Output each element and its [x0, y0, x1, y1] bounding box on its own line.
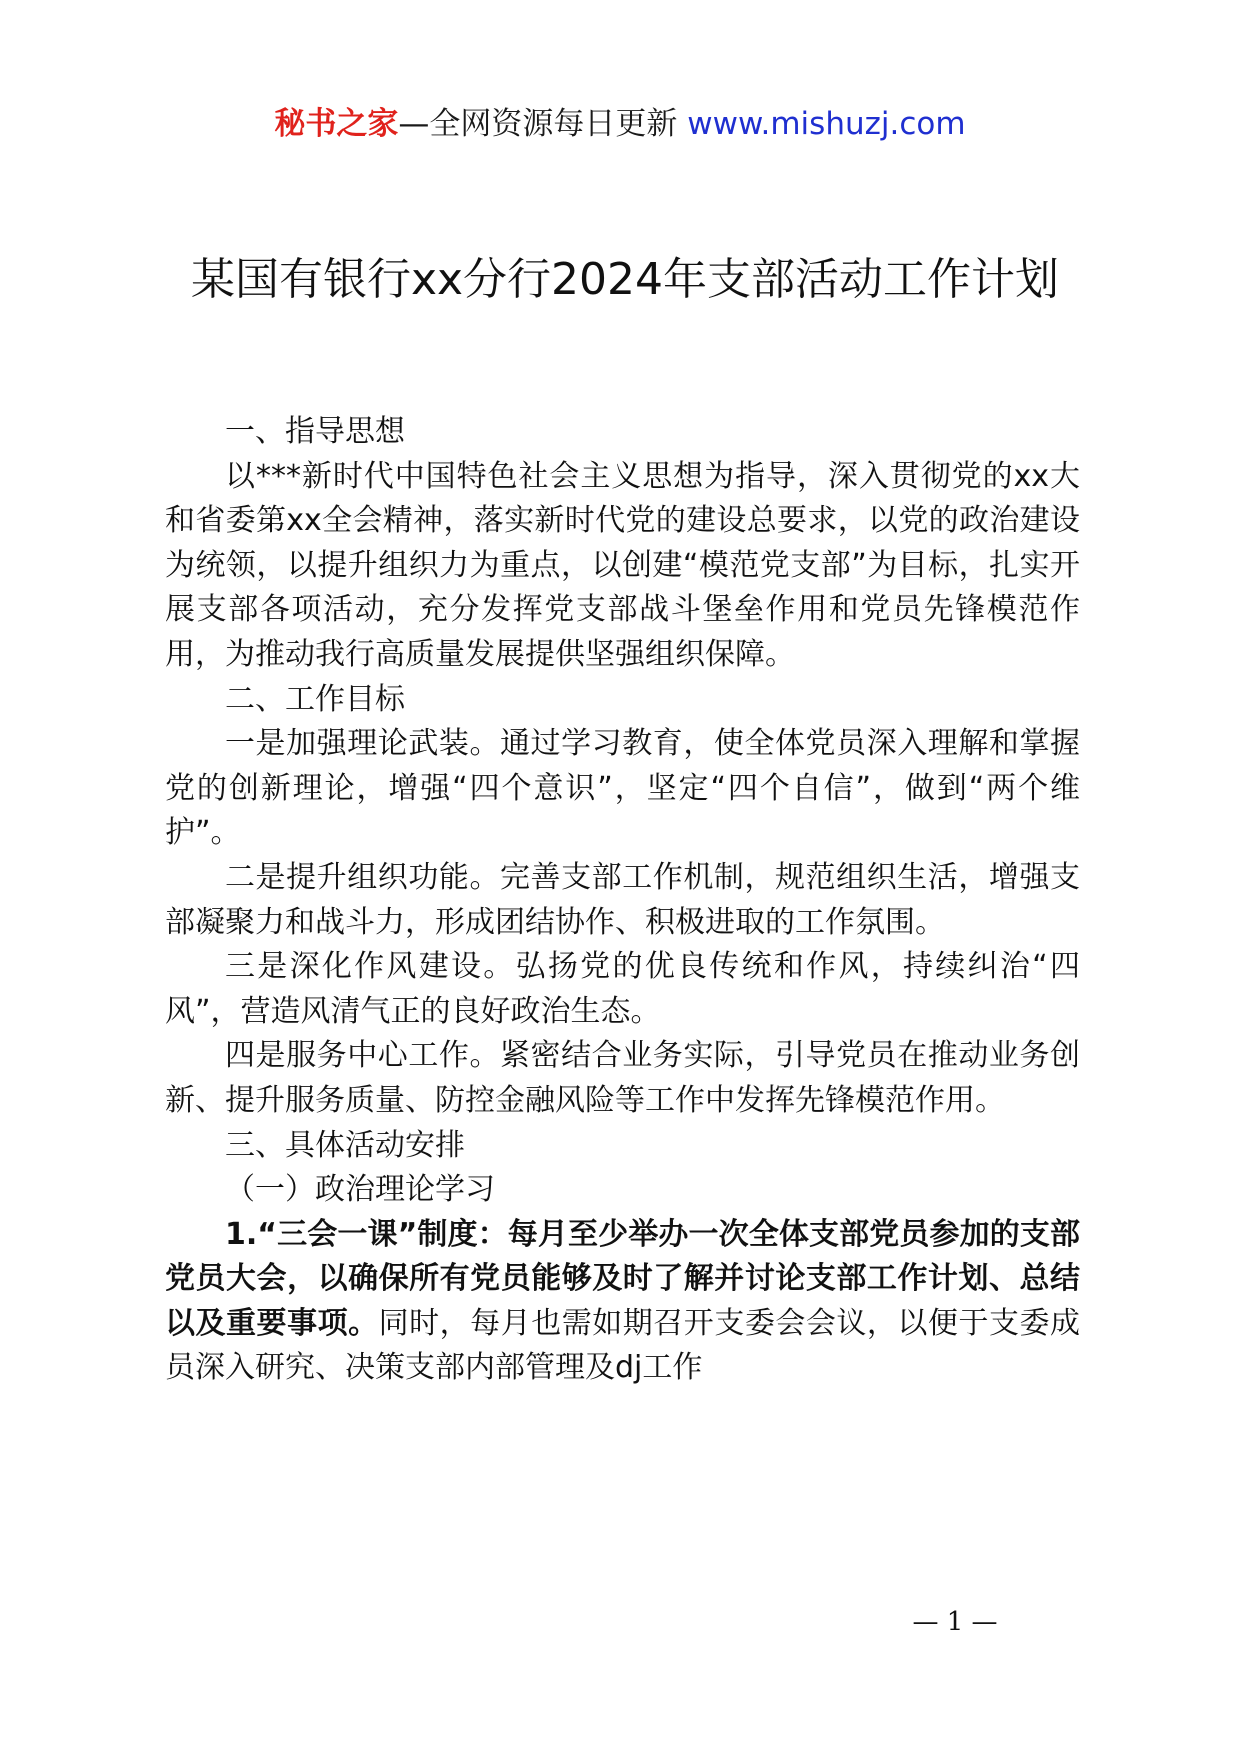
subsection-heading-political-study: （一）政治理论学习 [225, 1172, 495, 1208]
paragraph-goal-service: 四是服务中心工作。紧密结合业务实际，引导党员在推动业务创新、提升服务质量、防控金融风险等工作中发挥先锋模范作用。 [165, 1038, 1080, 1118]
paragraph-bold-lead: 1.“三会一课”制度：每月至少举办一次全体支部党员参加的支部党员大会，以确保所有党员能够及时了解并讨论支部工作计划、总结以及重要事项。 [165, 1216, 1080, 1341]
paragraph-goal-work-style: 三是深化作风建设。弘扬党的优良传统和作风，持续纠治“四风”，营造风清气正的良好政治生态。 [165, 949, 1080, 1029]
paragraph-guiding-ideology: 以***新时代中国特色社会主义思想为指导，深入贯彻党的xx大和省委第xx全会精神，落实新时代党的建设总要求，以党的政治建设为统领，以提升组织力为重点，以创建“模范党支部”为目标，扎实开展支部各项活动，充分发挥党支部战斗堡垒作用和党员先锋模范作用，为推动我行高质量发展提供坚强组织保障。 [165, 458, 1080, 672]
header-tagline: —全网资源每日更新 [398, 106, 688, 142]
site-header-banner [0, 104, 1240, 144]
paragraph-continuation: 同时，每月也需如期召开支委会会议，以便于支委成员深入研究、决策支部内部管理及dj工作 [165, 1305, 1081, 1386]
page-number: — 1 — [912, 1607, 998, 1637]
section-heading-guiding-ideology: 一、指导思想 [225, 414, 405, 449]
paragraph-goal-organization: 二是提升组织功能。完善支部工作机制，规范组织生活，增强支部凝聚力和战斗力，形成团结协作、积极进取的工作氛围。 [165, 859, 1080, 940]
header-url-link[interactable]: www.mishuzj.com [687, 106, 966, 142]
section-heading-activities: 三、具体活动安排 [225, 1127, 465, 1163]
header-brand: 秘书之家 [274, 106, 399, 142]
document-body [165, 410, 1080, 1391]
paragraph-three-meetings-one-lesson [165, 1213, 1080, 1391]
section-heading-work-goals: 二、工作目标 [225, 681, 405, 717]
paragraph-goal-theory: 一是加强理论武装。通过学习教育，使全体党员深入理解和掌握党的创新理论，增强“四个意识”，坚定“四个自信”，做到“两个维护”。 [165, 726, 1080, 851]
document-title: 某国有银行xx分行2024年支部活动工作计划 [190, 254, 1060, 305]
